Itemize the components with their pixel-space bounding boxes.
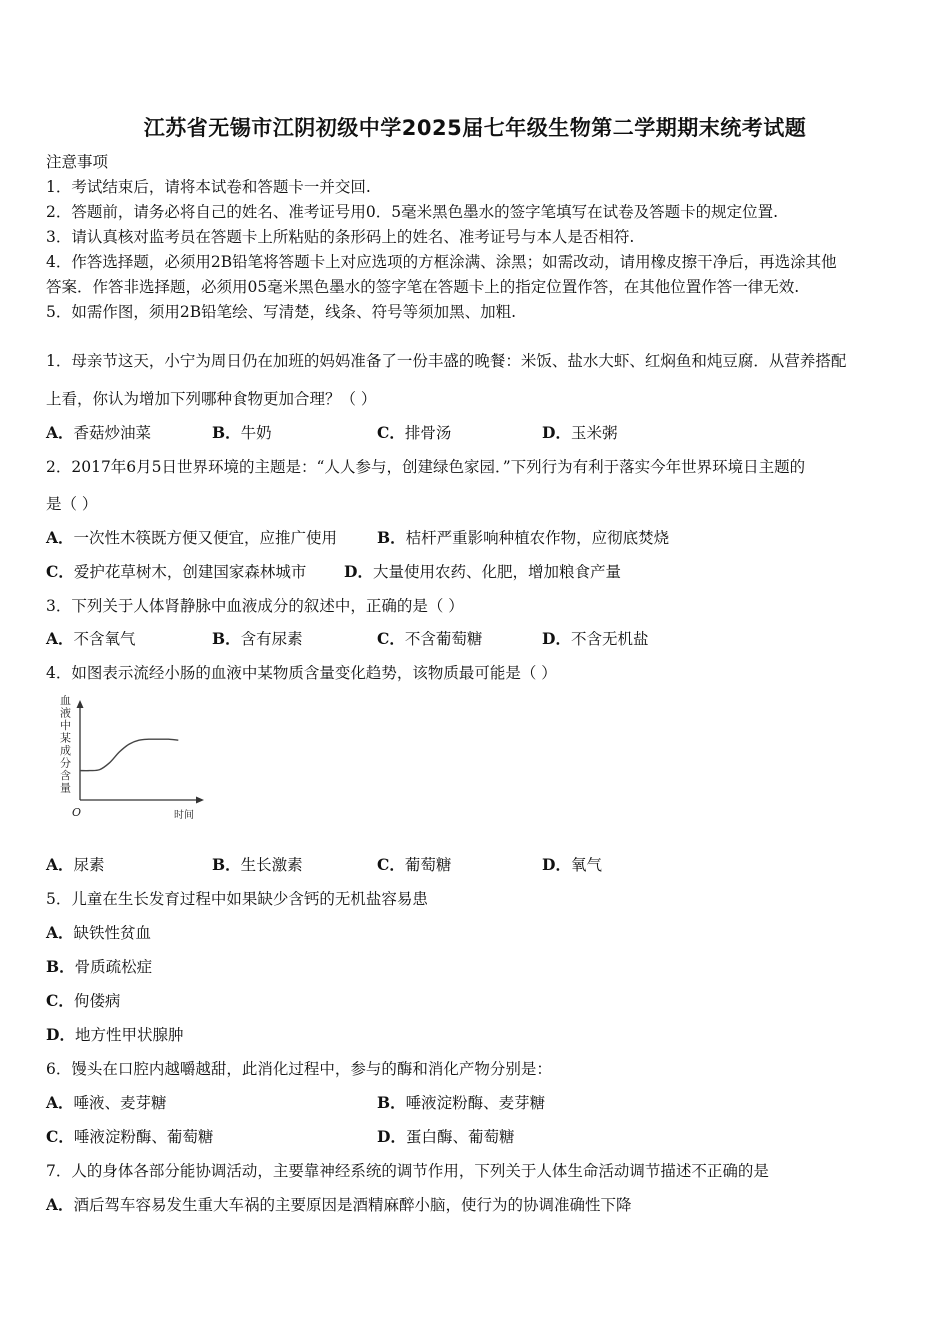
- question-1-option-d: D．玉米粥: [542, 423, 618, 442]
- chart-y-axis-arrow: [77, 700, 84, 708]
- chart-ylabel-char: 分: [60, 756, 71, 770]
- notice-item: 答案．作答非选择题，必须用05毫米黑色墨水的签字笔在答题卡上的指定位置作答，在其他位置作答一律无效.: [46, 278, 800, 296]
- notice-item: 1．考试结束后，请将本试卷和答题卡一并交回.: [46, 178, 371, 196]
- question-6-option-a: A．唾液、麦芽糖: [46, 1093, 167, 1112]
- question-1-option-a: A．香菇炒油菜: [46, 423, 152, 442]
- notice-heading: 注意事项: [46, 153, 109, 171]
- question-5-option-b: B．骨质疏松症: [46, 957, 153, 976]
- question-6-stem: 6．馒头在口腔内越嚼越甜，此消化过程中，参与的酶和消化产物分别是：: [46, 1060, 552, 1078]
- question-4-stem: 4．如图表示流经小肠的血液中某物质含量变化趋势，该物质最可能是（ ）: [46, 664, 557, 682]
- question-2-option-a: A．一次性木筷既方便又便宜，应推广使用: [46, 528, 338, 547]
- question-4-option-c: C．葡萄糖: [377, 855, 452, 874]
- question-5-stem: 5．儿童在生长发育过程中如果缺少含钙的无机盐容易患: [46, 890, 428, 908]
- question-4-option-b: B．生长激素: [212, 855, 303, 874]
- notice-item: 2．答题前，请务必将自己的姓名、准考证号用0．5毫米黑色墨水的签字笔填写在试卷及答题卡的规定位置.: [46, 203, 779, 221]
- question-2-stem-cont: 是（ ）: [46, 495, 98, 513]
- question-5-option-a: A．缺铁性贫血: [46, 923, 152, 942]
- question-5-option-d: D．地方性甲状腺肿: [46, 1025, 184, 1044]
- chart-x-axis-arrow: [196, 797, 204, 804]
- question-7-stem: 7．人的身体各部分能协调活动，主要靠神经系统的调节作用，下列关于人体生命活动调节描述不正确的是: [46, 1162, 769, 1180]
- question-2-stem: 2．2017年6月5日世界环境的主题是：“人人参与，创建绿色家园．”下列行为有利于落实今年世界环境日主题的: [46, 458, 806, 476]
- chart-origin-label: O: [72, 806, 82, 819]
- chart-ylabel-char: 液: [60, 706, 71, 720]
- question-6-option-d: D．蛋白酶、葡萄糖: [377, 1127, 515, 1146]
- question-4-option-a: A．尿素: [46, 855, 105, 874]
- chart-svg: [56, 692, 216, 822]
- question-6-option-c: C．唾液淀粉酶、葡萄糖: [46, 1127, 214, 1146]
- chart-xlabel: 时间: [174, 810, 194, 821]
- question-4-chart: [56, 692, 216, 822]
- question-5-option-c: C．佝偻病: [46, 991, 121, 1010]
- question-1-stem-cont: 上看，你认为增加下列哪种食物更加合理？（ ）: [46, 390, 377, 408]
- question-2-option-c: C．爱护花草树木，创建国家森林城市: [46, 562, 307, 581]
- question-2-option-d: D．大量使用农药、化肥，增加粮食产量: [344, 562, 621, 581]
- chart-ylabel-char: 成: [60, 744, 71, 757]
- notice-item: 3．请认真核对监考员在答题卡上所粘贴的条形码上的姓名、准考证号与本人是否相符.: [46, 228, 635, 246]
- question-1-option-c: C．排骨汤: [377, 423, 452, 442]
- question-3-option-c: C．不含葡萄糖: [377, 629, 483, 648]
- question-3-option-a: A．不含氧气: [46, 629, 136, 648]
- notice-item: 4．作答选择题，必须用2B铅笔将答题卡上对应选项的方框涂满、涂黑；如需改动，请用橡皮擦干净后，再选涂其他: [46, 253, 837, 271]
- question-1-option-b: B．牛奶: [212, 423, 272, 442]
- question-6-option-b: B．唾液淀粉酶、麦芽糖: [377, 1093, 546, 1112]
- question-2-option-b: B．桔杆严重影响种植农作物，应彻底焚烧: [377, 528, 670, 547]
- question-3-stem: 3．下列关于人体肾静脉中血液成分的叙述中，正确的是（ ）: [46, 597, 464, 615]
- page-title: 江苏省无锡市江阴初级中学2025届七年级生物第二学期期末统考试题: [143, 116, 807, 140]
- chart-ylabel-char: 量: [60, 781, 71, 795]
- question-3-option-b: B．含有尿素: [212, 629, 303, 648]
- question-7-option-a: A．酒后驾车容易发生重大车祸的主要原因是酒精麻醉小脑，使行为的协调准确性下降: [46, 1195, 632, 1214]
- chart-ylabel: [60, 694, 71, 795]
- question-3-option-d: D．不含无机盐: [542, 629, 649, 648]
- question-4-option-d: D．氧气: [542, 855, 602, 874]
- chart-ylabel-char: 某: [60, 731, 71, 745]
- chart-ylabel-char: 含: [60, 769, 71, 782]
- question-1-stem: 1．母亲节这天，小宁为周日仍在加班的妈妈准备了一份丰盛的晚餐：米饭、盐水大虾、红焖鱼和炖豆腐．从营养搭配: [46, 352, 847, 370]
- chart-ylabel-char: 中: [60, 719, 71, 732]
- chart-ylabel-char: 血: [60, 694, 71, 707]
- notice-item: 5．如需作图，须用2B铅笔绘、写清楚，线条、符号等须加黑、加粗.: [46, 303, 517, 321]
- chart-series-line: [80, 739, 178, 771]
